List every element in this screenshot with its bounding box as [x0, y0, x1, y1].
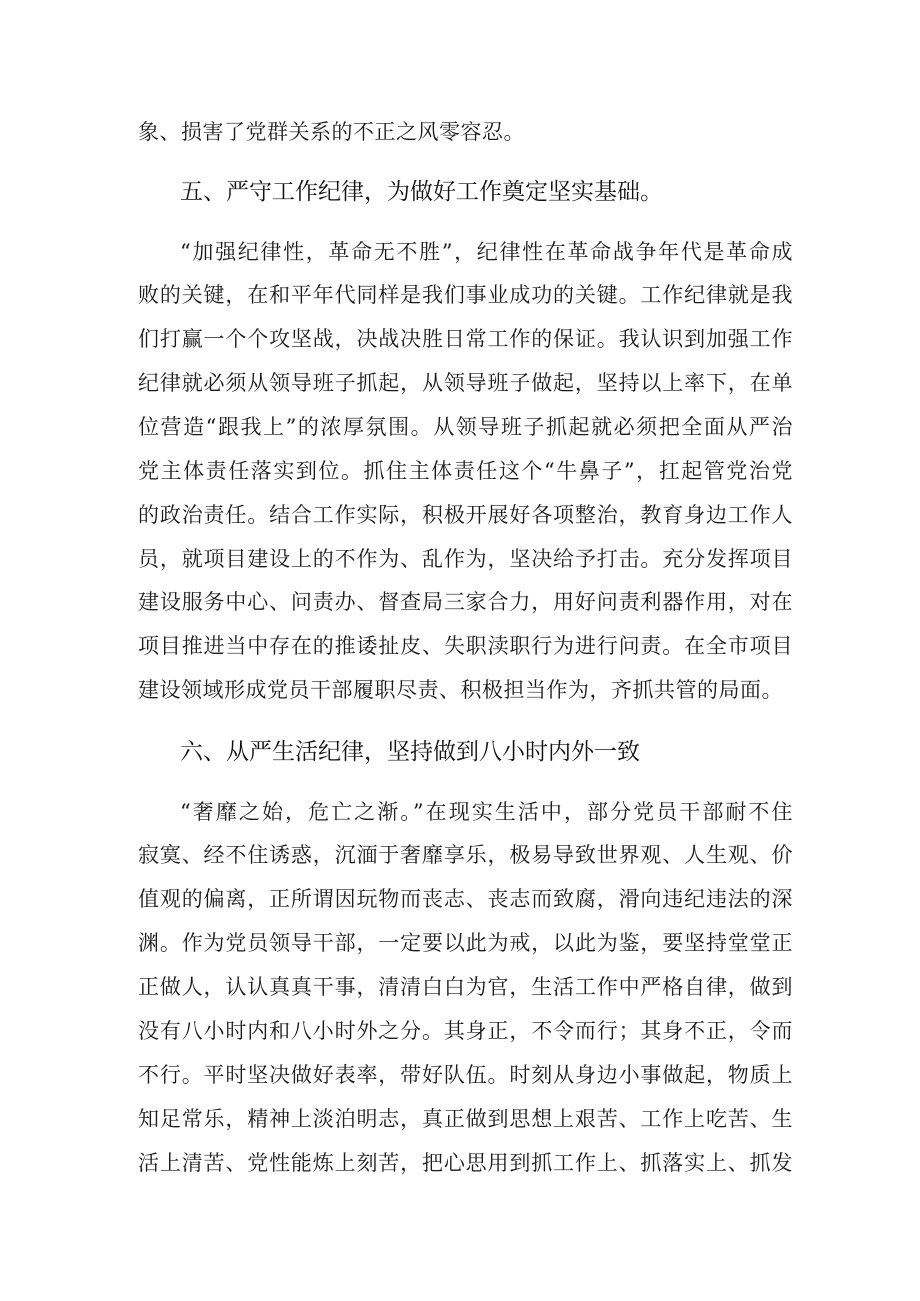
section-6-line-6: 没有八小时内和八小时外之分。其身正，不令而行；其身不正，令而 — [138, 1019, 793, 1043]
section-5-line-2: 败的关键，在和平年代同样是我们事业成功的关键。工作纪律就是我 — [138, 283, 793, 307]
section-6-line-9: 活上清苦、党性能炼上刻苦，把心思用到抓工作上、抓落实上、抓发 — [138, 1151, 793, 1175]
section-5-line-10: 项目推进当中存在的推诿扯皮、失职渎职行为进行问责。在全市项目 — [138, 634, 793, 658]
section-5-heading: 五、严守工作纪律，为做好工作奠定坚实基础。 — [180, 179, 663, 205]
intro-line-1: 象、损害了党群关系的不正之风零容忍。 — [138, 120, 525, 144]
section-5-line-6: 党主体责任落实到位。抓住主体责任这个“牛鼻子”，扛起管党治党 — [138, 459, 793, 483]
section-5-line-11: 建设领域形成党员干部履职尽责、积极担当作为，齐抓共管的局面。 — [138, 678, 783, 702]
section-5-line-7: 的政治责任。结合工作实际，积极开展好各项整治，教育身边工作人 — [138, 503, 793, 527]
section-5-line-4: 纪律就必须从领导班子抓起，从领导班子做起，坚持以上率下，在单 — [138, 371, 793, 395]
section-5-line-3: 们打赢一个个攻坚战，决战决胜日常工作的保证。我认识到加强工作 — [138, 327, 793, 351]
section-6-line-2: 寂寞、经不住诱惑，沉湎于奢靡享乐，极易导致世界观、人生观、价 — [138, 843, 793, 867]
section-5-line-9: 建设服务中心、问责办、督查局三家合力，用好问责利器作用，对在 — [138, 590, 793, 614]
section-6-line-1: “奢靡之始，危亡之渐。”在现实生活中，部分党员干部耐不住 — [180, 800, 793, 824]
section-6-line-5: 正做人，认认真真干事，清清白白为官，生活工作中严格自律，做到 — [138, 975, 793, 999]
section-6-line-7: 不行。平时坚决做好表率，带好队伍。时刻从身边小事做起，物质上 — [138, 1063, 793, 1087]
section-6-line-8: 知足常乐，精神上淡泊明志，真正做到思想上艰苦、工作上吃苦、生 — [138, 1107, 793, 1131]
section-6-line-3: 值观的偏离，正所谓因玩物而丧志、丧志而致腐，滑向违纪违法的深 — [138, 887, 793, 911]
section-5-line-1: “加强纪律性，革命无不胜”，纪律性在革命战争年代是革命成 — [180, 240, 793, 264]
section-6-heading: 六、从严生活纪律，坚持做到八小时内外一致 — [180, 739, 640, 765]
section-6-line-4: 渊。作为党员领导干部，一定要以此为戒，以此为鉴，要坚持堂堂正 — [138, 931, 793, 955]
section-5-line-5: 位营造“跟我上”的浓厚氛围。从领导班子抓起就必须把全面从严治 — [138, 415, 793, 439]
section-5-line-8: 员，就项目建设上的不作为、乱作为，坚决给予打击。充分发挥项目 — [138, 547, 793, 571]
